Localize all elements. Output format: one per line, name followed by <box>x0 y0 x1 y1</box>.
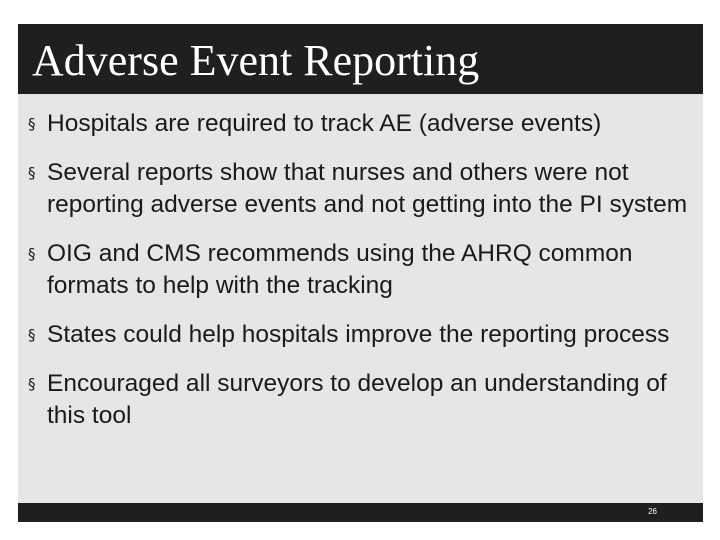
bullet-item <box>28 108 698 140</box>
square-bullet-icon: § <box>28 375 36 393</box>
bullet-text: Several reports show that nurses and others were not reporting adverse events and not getting into the PI system <box>47 159 688 218</box>
bullet-item <box>28 238 698 302</box>
square-bullet-icon: § <box>28 115 36 133</box>
bullet-item <box>28 319 698 351</box>
bullet-text: Hospitals are required to track AE (adverse events) <box>47 110 602 137</box>
footer-bar <box>18 503 703 522</box>
bullet-item <box>28 368 698 432</box>
bullet-text: States could help hospitals improve the reporting process <box>47 321 670 348</box>
square-bullet-icon: § <box>28 164 36 182</box>
title-bar <box>18 24 703 94</box>
bullet-text: OIG and CMS recommends using the AHRQ common formats to help with the tracking <box>47 240 633 299</box>
bullet-item <box>28 157 698 221</box>
square-bullet-icon: § <box>28 245 36 263</box>
slide <box>18 24 703 522</box>
bullet-list <box>28 108 698 449</box>
bullet-text: Encouraged all surveyors to develop an understanding of this tool <box>47 370 667 429</box>
slide-number: 26 <box>648 507 657 516</box>
slide-title: Adverse Event Reporting <box>32 36 480 85</box>
square-bullet-icon: § <box>28 326 36 344</box>
